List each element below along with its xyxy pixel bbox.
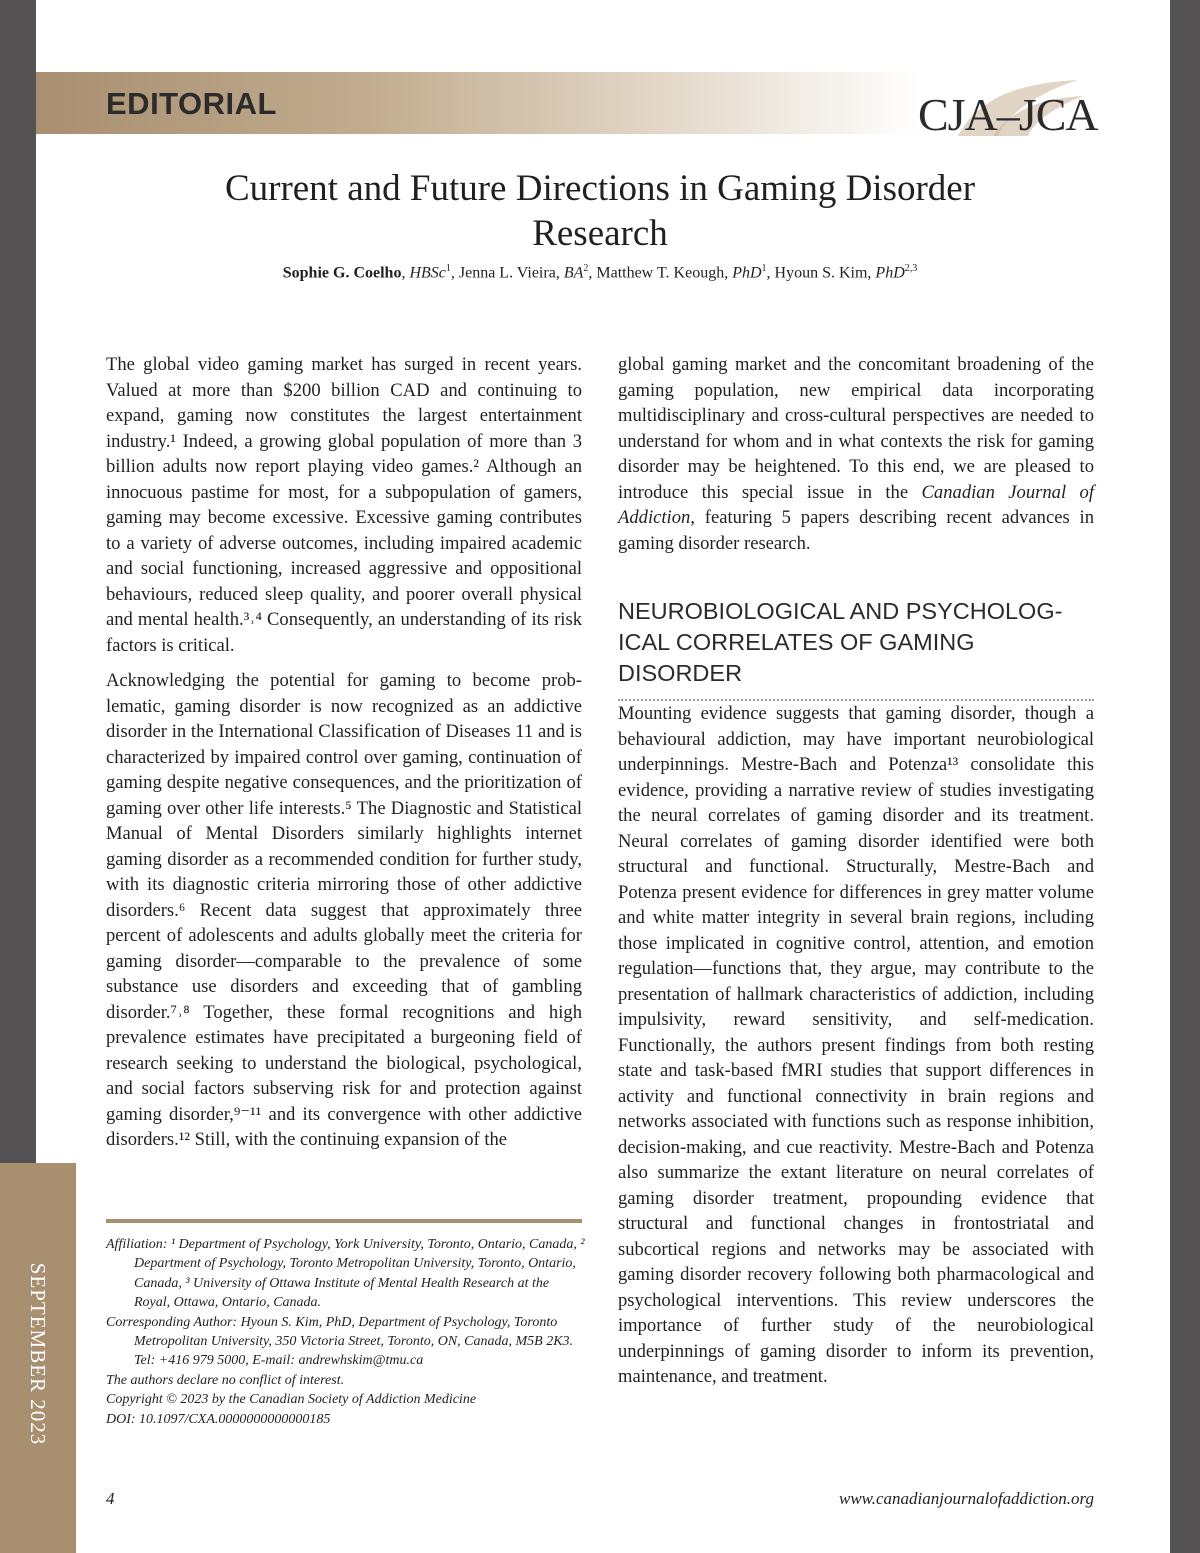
doi: DOI: 10.1097/CXA.0000000000000185	[106, 1411, 331, 1427]
author-affiliation: 1	[445, 263, 451, 274]
author-affiliation: 2	[583, 263, 589, 274]
author-name: Matthew T. Keough	[596, 264, 725, 282]
logo-text: CJA–JCA	[918, 89, 1098, 140]
issue-date-label: SEPTEMBER 2023	[26, 1262, 50, 1446]
author-list: Sophie G. Coelho, HBSc$^1$, Jenna L. Vieira, $BA^2$, Matthew T. Keough, PhD$^1$, Hyoun S. Kim, PhD$^{2,3}$	[282, 263, 918, 282]
body-paragraph: The global video gaming market has surged in recent years. Valued at more than $200 billion CAD and continuing to expand, gaming now constitutes the largest entertainment industry.¹ Indeed, a growing global population of more than 3 billion adults now report playing video games.² Although an innocuous pastime for most, for a subpopulation of gamers, gaming may become excessive. Excessive gaming contributes to a variety of adverse outcomes, including impaired academic and social functioning, increased aggressive and oppositional behaviours, reduced sleep quality, and poorer overall physical and mental health.³˒⁴ Consequently, an understanding of its risk factors is critical.	[106, 354, 582, 656]
affiliation-divider	[106, 1219, 582, 1223]
journal-logo	[918, 78, 1100, 138]
author-name: Jenna L. Vieira	[458, 264, 556, 282]
section-label: EDITORIAL	[106, 86, 277, 121]
body-paragraph: Mounting evidence suggests that gaming disorder, though a behavioural addiction, may have important neurobiological underpinnings. Mestre-Bach and Potenza¹³ consolidate this evidence, providing a narrative review of studies investigating the neural correlates of gaming disorder and its treatment. Neural correlates of gaming disorder identified were both structural and functional. Structurally, Mestre-Bach and Potenza present evidence for differences in grey matter volume and white matter integrity in several brain regions, including those implicated in cognitive control, attention, and emotion regulation––functions that, they argue, may contribute to the presentation of hallmark characteristics of addiction, including impulsivity, reward sensitivity, and self-medication. Functionally, the authors present findings from both resting state and task-based fMRI studies that support differences in activity and functional connectivity in brain regions and networks associated with functions such as response inhibition, decision-making, and cue reactivity. Mestre-Bach and Potenza also summarize the extant literature on neural correlates of gaming disorder treatment, propounding evidence that structural and functional changes in frontostriatal and subcortical regions and networks may be associated with gaming disorder recovery following both pharmacological and psychological interventions. This review underscores the importance of further study of the neurobiological underpinnings of gaming disorder to inform its prevention, maintenance, and treatment.	[618, 703, 1094, 1387]
journal-name: Canadian Journal of Addiction,	[618, 481, 1095, 528]
article-title	[120, 166, 1080, 256]
right-margin-bar	[1170, 0, 1200, 1553]
title-line: Current and Future Directions in Gaming Disorder	[224, 168, 976, 209]
affiliation-text: Affiliation: ¹ Department of Psychology, York University, Toronto, Ontario, Canada, ² Department of Psychology, Toronto Metropolitan University, Toronto, Ontario, Canada, ³ University of Ottawa Institute of Mental Health Research at the Royal, Ottawa, Ontario, Canada.	[106, 1237, 585, 1311]
conflict-statement: The authors declare no conflict of interest.	[106, 1372, 345, 1388]
author-name: Hyoun S. Kim	[774, 264, 868, 282]
author-degree: BA	[563, 264, 584, 282]
author-affiliation: 1	[761, 263, 767, 274]
copyright-statement: Copyright © 2023 by the Canadian Society of Addiction Medicine	[106, 1392, 477, 1408]
paragraph-text: featuring 5 papers describing recent advances in gaming disorder research.	[618, 507, 1094, 554]
title-line: Research	[532, 213, 668, 254]
author-degree: PhD	[875, 264, 905, 282]
body-paragraph	[618, 352, 1094, 556]
journal-url: www.canadianjournalofaddiction.org	[838, 1489, 1094, 1508]
author-degree: HBSc	[409, 264, 446, 282]
author-affiliation: 2,3	[904, 263, 918, 274]
page-number: 4	[106, 1489, 115, 1508]
corresponding-author: Corresponding Author: Hyoun S. Kim, PhD, Department of Psychology, Toronto Metropolitan University, 350 Victoria Street, Toronto, ON, Canada, M5B 2K3. Tel: +416 979 5000, E-mail: andrewhskim@tmu.ca	[106, 1314, 574, 1369]
section-heading: NEUROBIOLOGICAL AND PSYCHOLOGICAL CORRELATES OF GAMING DISORDER	[618, 596, 1094, 701]
author-degree: PhD	[732, 264, 762, 282]
author-name: Sophie G. Coelho	[282, 264, 402, 282]
paragraph-text: global gaming market and the concomitant broadening of the gaming population, new empirical data incorporating multidisciplinary and cross-cultural perspectives are needed to understand for whom and in what contexts the risk for gaming disorder may be heightened. To this end, we are pleased to introduce this special issue in the	[618, 354, 1094, 503]
body-paragraph: Acknowledging the potential for gaming to become problematic, gaming disorder is now recognized as an addictive disorder in the International Classification of Diseases 11 and is characterized by impaired control over gaming, continuation of gaming despite negative consequences, and the prioritization of gaming over other life interests.⁵ The Diagnostic and Statistical Manual of Mental Disorders similarly highlights internet gaming disorder as a recommended condition for further study, with its diagnostic criteria mirroring those of other addictive disorders.⁶ Recent data suggest that approximately three percent of adolescents and adults globally meet the criteria for gaming disorder––comparable to the prevalence of some substance use disorders and exceeding that of gambling disorder.⁷˒⁸ Together, these formal recognitions and high prevalence estimates have precipitated a burgeoning field of research seeking to understand the biological, psychological, and social factors subserving risk for and protection against gaming disorder,⁹⁻¹¹ and its convergence with other addictive disorders.¹² Still, with the continuing expansion of the	[106, 670, 582, 1150]
left-column	[106, 352, 582, 1163]
right-column	[618, 352, 1094, 1400]
affiliation-block	[106, 1235, 586, 1429]
